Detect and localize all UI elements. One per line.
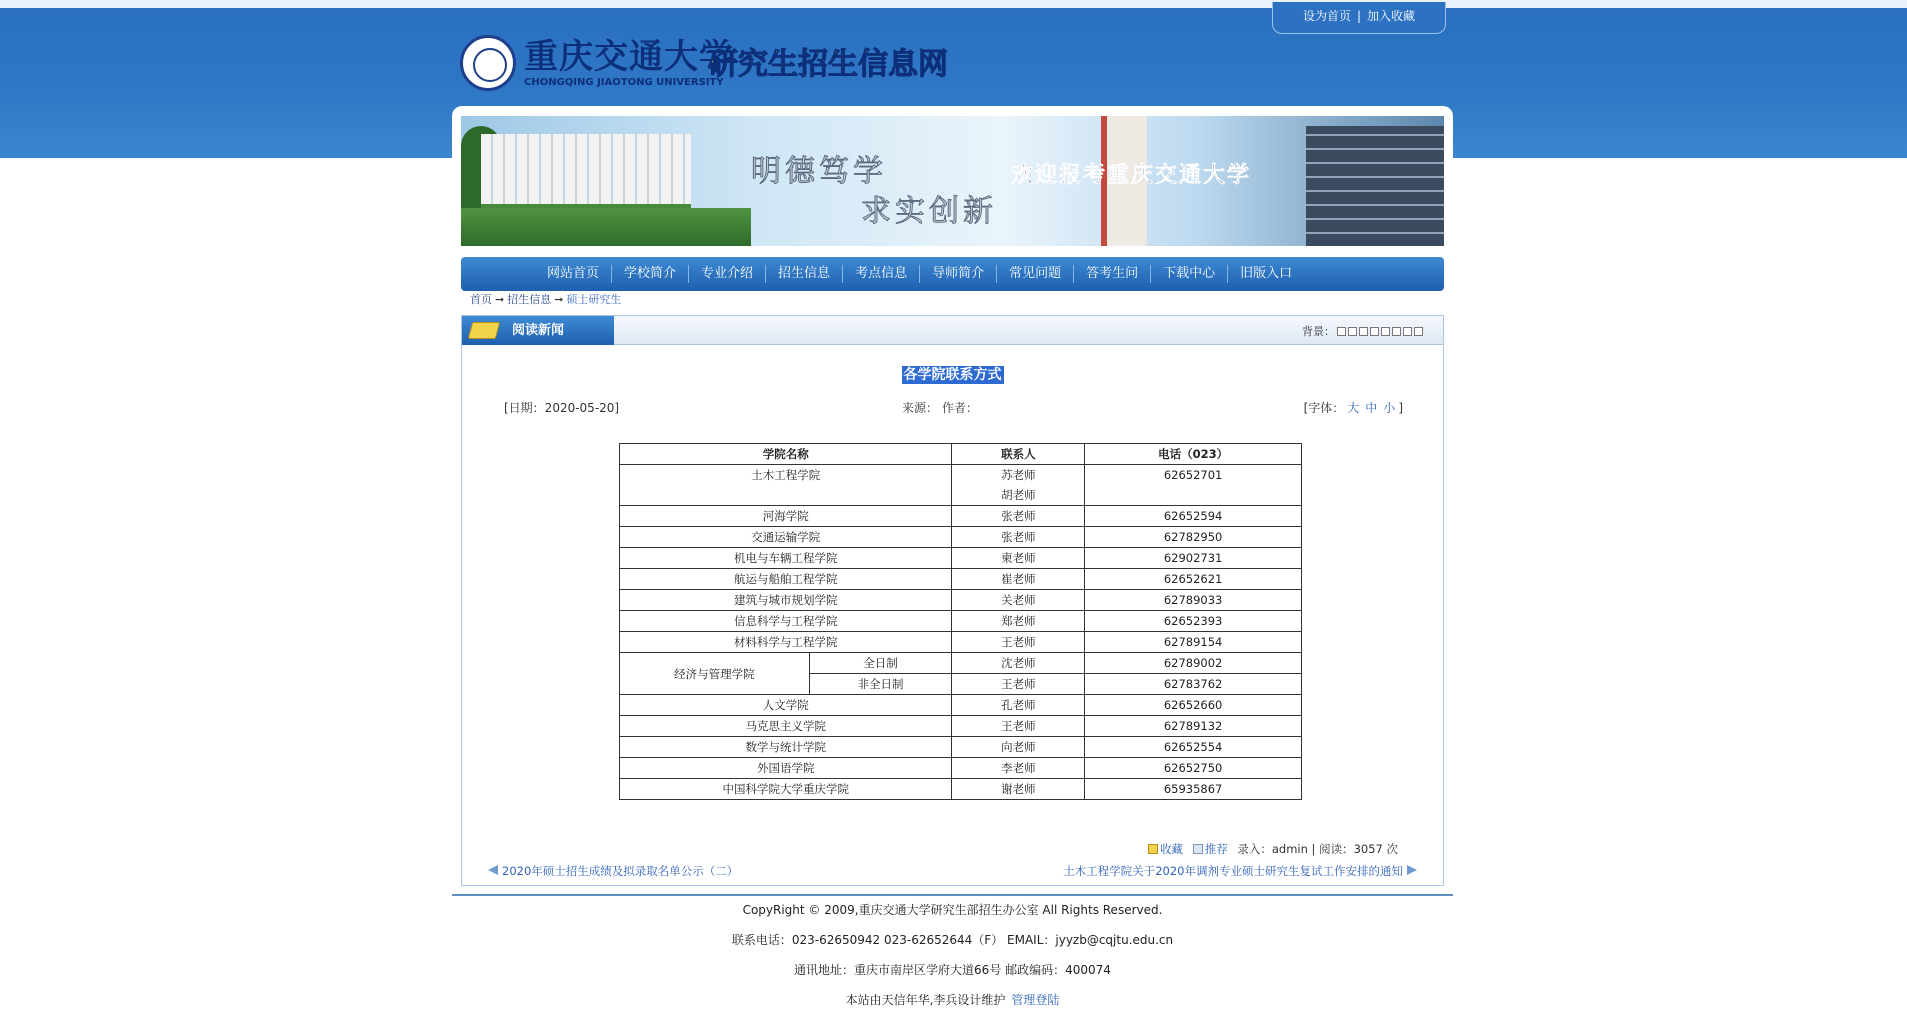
- breadcrumb-section[interactable]: 招生信息: [507, 293, 552, 306]
- bg-swatch[interactable]: [1348, 327, 1357, 336]
- add-favorite-link[interactable]: 加入收藏: [1367, 9, 1416, 23]
- table-row: [620, 465, 1302, 506]
- bg-swatch[interactable]: [1359, 327, 1368, 336]
- cell-contact: 张老师: [952, 506, 1085, 527]
- nav-majors[interactable]: 专业介绍: [701, 266, 754, 281]
- breadcrumb-current[interactable]: 硕士研究生: [566, 293, 622, 306]
- table-row: [620, 569, 1302, 590]
- cell-college: 土木工程学院: [620, 465, 952, 506]
- nav-admissions[interactable]: 招生信息: [778, 266, 831, 281]
- cell-phone: 62652660: [1085, 695, 1302, 716]
- banner-welcome: 欢迎报考重庆交通大学: [1011, 162, 1252, 188]
- banner-motto-2: 求实创新: [861, 194, 997, 229]
- university-name: 重庆交通大学: [524, 37, 734, 77]
- font-size-switcher: [1304, 399, 1403, 416]
- top-links-separator: |: [1356, 9, 1362, 23]
- cell-college: 人文学院: [620, 695, 952, 716]
- admin-login-link[interactable]: 管理登陆: [1011, 993, 1060, 1007]
- main-nav: [461, 257, 1444, 291]
- table-row: [620, 737, 1302, 758]
- footer-copyright: CopyRight © 2009,重庆交通大学研究生部招生办公室 All Rights Reserved.: [742, 903, 1163, 917]
- cell-phone: 62789132: [1085, 716, 1302, 737]
- banner-building-left: [481, 134, 691, 214]
- cell-college: 经济与管理学院: [620, 653, 810, 695]
- cell-phone: 62902731: [1085, 548, 1302, 569]
- footer: [452, 900, 1453, 1016]
- footer-contact: 联系电话：023-62650942 023-62652644（F） EMAIL：jyyzb@cqjtu.edu.cn: [731, 933, 1174, 947]
- nav-qa[interactable]: 答考生问: [1086, 266, 1139, 281]
- site-name: 研究生招生信息网: [708, 47, 948, 82]
- article-source: 来源： 作者：: [902, 401, 978, 415]
- article-tools: [1148, 841, 1398, 857]
- bg-swatch[interactable]: [1414, 327, 1423, 336]
- cell-phone: 62789002: [1085, 653, 1302, 674]
- cell-college: 数学与统计学院: [620, 737, 952, 758]
- entry-info: 录入：admin | 阅读：3057 次: [1237, 842, 1398, 856]
- bg-swatch[interactable]: [1381, 327, 1390, 336]
- table-row: [620, 716, 1302, 737]
- background-label: 背景：: [1302, 325, 1335, 338]
- table-row: [620, 527, 1302, 548]
- university-seal-icon: [460, 35, 516, 91]
- nav-about[interactable]: 学校简介: [624, 266, 677, 281]
- cell-program: 非全日制: [809, 674, 952, 695]
- table-row: [620, 758, 1302, 779]
- cell-college: 马克思主义学院: [620, 716, 952, 737]
- breadcrumb-arrow: ➞: [495, 293, 505, 306]
- bg-swatch[interactable]: [1370, 327, 1379, 336]
- footer-divider: [452, 894, 1453, 896]
- cell-contact: 王老师: [952, 716, 1085, 737]
- nav-supervisors[interactable]: 导师简介: [932, 266, 985, 281]
- next-article[interactable]: [1063, 863, 1417, 879]
- cell-phone: 62652594: [1085, 506, 1302, 527]
- cell-contact: 关老师: [952, 590, 1085, 611]
- cell-contact: 崔老师: [952, 569, 1085, 590]
- cell-contact: 沈老师: [952, 653, 1085, 674]
- favorite-icon[interactable]: [1148, 844, 1158, 854]
- cell-phone: 62652621: [1085, 569, 1302, 590]
- header-shine: [0, 0, 1907, 8]
- banner-lawn: [461, 208, 751, 246]
- cell-college: 机电与车辆工程学院: [620, 548, 952, 569]
- banner-building-right: [1306, 126, 1444, 246]
- footer-credit-row: [452, 990, 1453, 1016]
- cell-phone: 62783762: [1085, 674, 1302, 695]
- prev-article[interactable]: [488, 863, 738, 879]
- table-row: [620, 548, 1302, 569]
- font-small-link[interactable]: 小: [1383, 401, 1396, 415]
- top-links: [1272, 2, 1446, 34]
- book-icon: [468, 322, 501, 339]
- cell-phone: 62652554: [1085, 737, 1302, 758]
- nav-exam-sites[interactable]: 考点信息: [855, 266, 908, 281]
- news-panel: [461, 315, 1444, 886]
- breadcrumb-home[interactable]: 首页: [470, 293, 492, 306]
- cell-phone: 62789033: [1085, 590, 1302, 611]
- nav-home[interactable]: 网站首页: [547, 266, 600, 281]
- footer-address: 通讯地址：重庆市南岸区学府大道66号 邮政编码：400074: [794, 963, 1111, 977]
- header-contact: 联系人: [952, 444, 1085, 465]
- cell-contact: 孔老师: [952, 695, 1085, 716]
- cell-college: 信息科学与工程学院: [620, 611, 952, 632]
- cell-phone: 62782950: [1085, 527, 1302, 548]
- bg-swatch[interactable]: [1403, 327, 1412, 336]
- nav-faq[interactable]: 常见问题: [1009, 266, 1062, 281]
- bg-swatch[interactable]: [1392, 327, 1401, 336]
- recommend-link[interactable]: 推荐: [1204, 842, 1228, 856]
- table-row: [620, 506, 1302, 527]
- table-row: [620, 653, 1302, 674]
- cell-college: 外国语学院: [620, 758, 952, 779]
- site-logo[interactable]: [460, 35, 970, 93]
- table-row: [620, 632, 1302, 653]
- cell-college: 中国科学院大学重庆学院: [620, 779, 952, 800]
- nav-old-site[interactable]: 旧版入口: [1240, 266, 1293, 281]
- university-english-name: CHONGQING JIAOTONG UNIVERSITY: [524, 77, 724, 88]
- next-article-title[interactable]: 土木工程学院关于2020年调剂专业硕士研究生复试工作安排的通知: [1063, 864, 1403, 878]
- cell-phone: 62789154: [1085, 632, 1302, 653]
- article-date: [日期：2020-05-20]: [504, 401, 620, 415]
- font-large-link[interactable]: 大: [1347, 401, 1360, 415]
- cell-phone: 62652393: [1085, 611, 1302, 632]
- arrow-left-icon: [488, 865, 498, 875]
- cell-contact: 王老师: [952, 632, 1085, 653]
- favorite-link[interactable]: 收藏: [1160, 842, 1184, 856]
- table-header-row: [620, 444, 1302, 465]
- panel-tab-label: 阅读新闻: [512, 323, 565, 338]
- article-title-row: [462, 364, 1443, 384]
- banner-motto-1: 明德笃学: [751, 154, 887, 189]
- cell-phone: 65935867: [1085, 779, 1302, 800]
- font-label: [字体：: [1303, 401, 1345, 415]
- cell-contact: 郑老师: [952, 611, 1085, 632]
- cell-phone: 62652750: [1085, 758, 1302, 779]
- breadcrumb: [470, 292, 621, 308]
- table-row: [620, 695, 1302, 716]
- recommend-icon[interactable]: [1193, 844, 1203, 854]
- cell-contact: 王老师: [952, 674, 1085, 695]
- panel-tab: [462, 316, 614, 345]
- contact-name: 胡老师: [1001, 488, 1036, 502]
- set-homepage-link[interactable]: 设为首页: [1302, 9, 1351, 23]
- cell-contact: 张老师: [952, 527, 1085, 548]
- header-phone: 电话（023）: [1085, 444, 1302, 465]
- article-title: 各学院联系方式: [903, 367, 1002, 383]
- cell-college: 河海学院: [620, 506, 952, 527]
- panel-header: [462, 316, 1443, 345]
- font-label-end: ]: [1398, 401, 1403, 415]
- table-row: [620, 611, 1302, 632]
- font-mid-link[interactable]: 中: [1365, 401, 1378, 415]
- arrow-right-icon: [1407, 865, 1417, 875]
- background-picker: [1302, 323, 1423, 339]
- cell-college: 航运与船舶工程学院: [620, 569, 952, 590]
- breadcrumb-arrow: ➞: [554, 293, 564, 306]
- prev-article-title[interactable]: 2020年硕士招生成绩及拟录取名单公示（二）: [502, 864, 739, 878]
- contact-name: 苏老师: [1001, 468, 1036, 482]
- college-contacts-table: [619, 443, 1302, 800]
- table-row: [620, 590, 1302, 611]
- cell-contact: 李老师: [952, 758, 1085, 779]
- nav-downloads[interactable]: 下载中心: [1163, 266, 1216, 281]
- cell-program: 全日制: [809, 653, 952, 674]
- campus-banner: [461, 116, 1444, 246]
- cell-contact: 谢老师: [952, 779, 1085, 800]
- footer-credit: 本站由天信年华,李兵设计维护: [845, 993, 1006, 1007]
- cell-college: 材料科学与工程学院: [620, 632, 952, 653]
- cell-contact: 向老师: [952, 737, 1085, 758]
- cell-phone: 62652701: [1085, 465, 1302, 506]
- bg-swatch[interactable]: [1337, 327, 1346, 336]
- table-row: [620, 779, 1302, 800]
- cell-college: 建筑与城市规划学院: [620, 590, 952, 611]
- cell-college: 交通运输学院: [620, 527, 952, 548]
- cell-contact: [952, 465, 1085, 506]
- cell-contact: 柬老师: [952, 548, 1085, 569]
- header-college: 学院名称: [620, 444, 952, 465]
